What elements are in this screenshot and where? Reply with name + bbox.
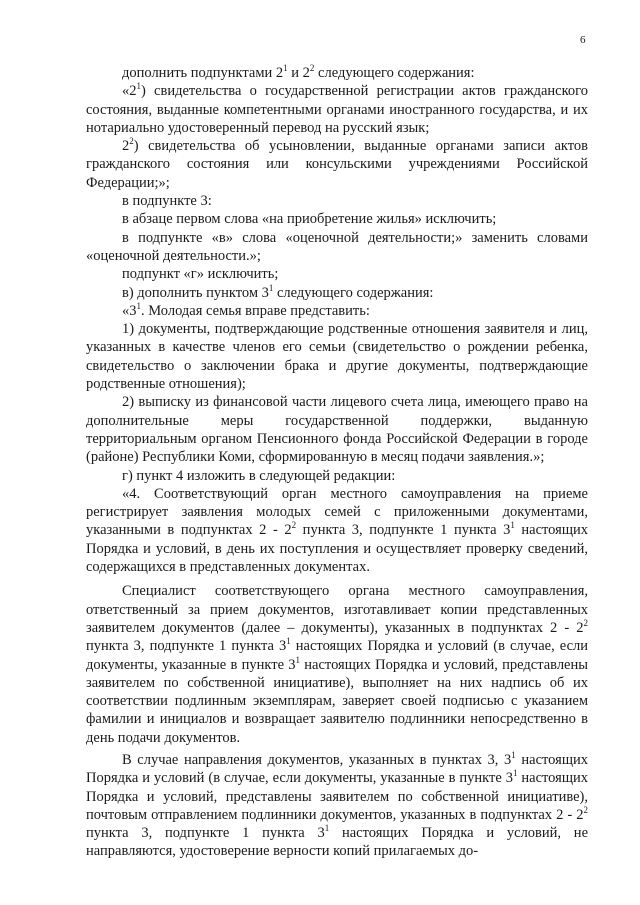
paragraph: 2) выписку из финансовой части лицевого счета лица, имеющего право на дополнительные меры государственной поддержки, выданную территориальным органом Пенсионного фонда Российской Федерации в городе (районе) Республики Коми, сформированную в месяц подачи заявления.»; <box>86 394 588 466</box>
paragraph: «4. Соответствующий орган местного самоуправления на приеме регистрирует заявления молодых семей с приложенными документами, указанными в подпунктах $2 - 2^2$ пункта 3, подпункте 1 пункта $3^1$ настоящих Порядка и условий, в день их поступления и осуществляет проверку сведений, содержащихся в представленных документах. <box>86 485 588 576</box>
paragraph: г) пункт 4 изложить в следующей редакции: <box>122 467 396 484</box>
paragraph: Специалист соответствующего органа местного самоуправления, ответственный за прием документов, изготавливает копии представленных заявителем документов (далее – документы), указанных в подпунктах $2 - 2^2$ пункта 3, подпункте 1 пункта $3^1$ настоящих Порядка и условий (в случае, если документы, указанные в пункте $3^1$ настоящих Порядка и условий, представлены заявителем по собственной инициативе), выполняет на них надпись об их соответствии подлинным экземплярам, заверяет своей подписью с указанием фамилии и инициалов и возвращает заявителю подлинники непосредственно в день подачи документов. <box>86 583 588 746</box>
paragraph: в абзаце первом слова «на приобретение жилья» исключить; <box>122 211 497 228</box>
paragraph: дополнить подпунктами $2^1$ и $2^2$ следующего содержания: <box>122 63 475 81</box>
paragraph: В случае направления документов, указанных в пунктах 3, $3^1$ настоящих Порядка и условий (в случае, если документы, указанные в пункте $3^1$ настоящих Порядка и условий, представлены заявителем по собственной инициативе), почтовым отправлением подлинники документов, указанных в подпунктах $2 - 2^2$ пункта 3, подпункте 1 пункта $3^1$ настоящих Порядка и условий, не направляются, удостоверение верности копий прилагаемых до- <box>86 750 589 860</box>
paragraph: 1) документы, подтверждающие родственные отношения заявителя и лиц, указанных в качестве членов его семьи (свидетельство о рождении ребенка, свидетельство о заключении брака и другие документы, подтверждающие родственные отношения); <box>86 321 588 393</box>
page-number: 6 <box>580 34 586 46</box>
paragraph: «$3^1$. Молодая семья вправе представить: <box>122 301 370 319</box>
paragraph: $2^2$) свидетельства об усыновлении, выданные органами записи актов гражданского состояния или консульскими учреждениями Российской Федерации;»; <box>86 136 588 191</box>
paragraph: в подпункте «в» слова «оценочной деятельности;» заменить словами «оценочной деятельности.»; <box>86 229 588 264</box>
paragraph: «$2^1$) свидетельства о государственной регистрации актов гражданского состояния, выданные компетентными органами иностранного государства, и их нотариально удостоверенный перевод на русский язык; <box>86 81 588 136</box>
document-body <box>86 64 588 861</box>
paragraph: в подпункте 3: <box>122 193 212 210</box>
paragraph: в) дополнить пунктом $3^1$ следующего содержания: <box>122 282 434 301</box>
paragraph: подпункт «г» исключить; <box>122 266 279 283</box>
